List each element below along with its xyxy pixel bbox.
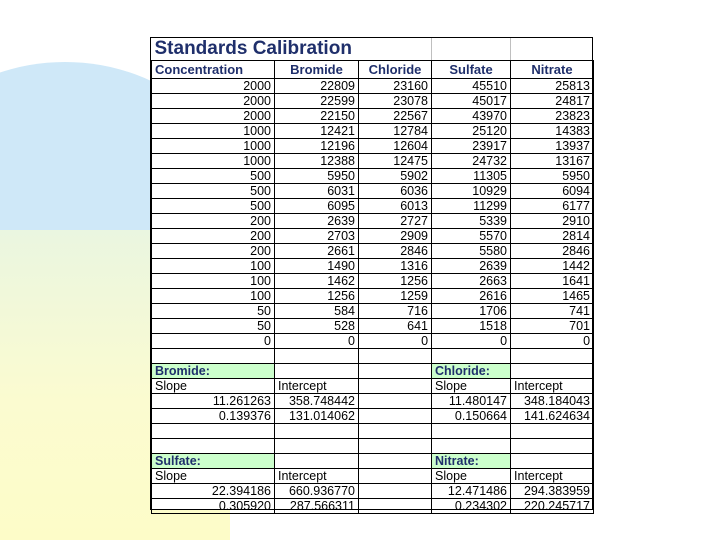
chloride-cell: 716	[359, 304, 432, 319]
concentration-cell: 1000	[152, 139, 275, 154]
chloride-cell: 641	[359, 319, 432, 334]
nitrate-cell: 2846	[511, 244, 594, 259]
bromide-slope-label: Slope	[152, 379, 275, 394]
table-row	[152, 289, 594, 304]
sulfate-cell: 23917	[432, 139, 511, 154]
regression-label-row	[152, 454, 594, 469]
chloride-cell: 6013	[359, 199, 432, 214]
bromide-cell: 1256	[275, 289, 359, 304]
regression-header-row	[152, 379, 594, 394]
concentration-cell: 1000	[152, 154, 275, 169]
chloride-cell: 1259	[359, 289, 432, 304]
chloride-intercept-label: Intercept	[511, 379, 594, 394]
nitrate-cell: 6094	[511, 184, 594, 199]
table-row	[152, 229, 594, 244]
table-row	[152, 259, 594, 274]
header-row	[152, 61, 594, 79]
chloride-intercept: 348.184043	[511, 394, 594, 409]
concentration-cell: 100	[152, 289, 275, 304]
bromide-cell: 1462	[275, 274, 359, 289]
sulfate-slope: 22.394186	[152, 484, 275, 499]
chloride-intercept-error: 141.624634	[511, 409, 594, 424]
nitrate-cell: 6177	[511, 199, 594, 214]
concentration-cell: 100	[152, 259, 275, 274]
chloride-cell: 0	[359, 334, 432, 349]
bromide-slope-error: 0.139376	[152, 409, 275, 424]
sulfate-cell: 45017	[432, 94, 511, 109]
regression-header-row	[152, 469, 594, 484]
sulfate-cell: 5580	[432, 244, 511, 259]
concentration-cell: 50	[152, 304, 275, 319]
chloride-section-label: Chloride:	[432, 364, 511, 379]
nitrate-cell: 23823	[511, 109, 594, 124]
bromide-cell: 1490	[275, 259, 359, 274]
bromide-slope: 11.261263	[152, 394, 275, 409]
table-row	[152, 244, 594, 259]
concentration-cell: 2000	[152, 109, 275, 124]
sulfate-slope-error: 0.305920	[152, 499, 275, 514]
header-chloride: Chloride	[359, 61, 432, 79]
title-row	[152, 38, 594, 61]
nitrate-cell: 5950	[511, 169, 594, 184]
nitrate-intercept: 294.383959	[511, 484, 594, 499]
sulfate-cell: 2639	[432, 259, 511, 274]
bromide-cell: 5950	[275, 169, 359, 184]
bromide-intercept-label: Intercept	[275, 379, 359, 394]
bromide-intercept: 358.748442	[275, 394, 359, 409]
sulfate-cell: 1706	[432, 304, 511, 319]
bromide-cell: 22599	[275, 94, 359, 109]
sheet-title-cell	[152, 38, 432, 61]
header-nitrate: Nitrate	[511, 61, 594, 79]
bromide-cell: 12421	[275, 124, 359, 139]
table-row	[152, 109, 594, 124]
sulfate-cell: 1518	[432, 319, 511, 334]
header-bromide: Bromide	[275, 61, 359, 79]
sulfate-cell: 5339	[432, 214, 511, 229]
sulfate-intercept: 660.936770	[275, 484, 359, 499]
nitrate-cell: 2910	[511, 214, 594, 229]
sulfate-section-label: Sulfate:	[152, 454, 275, 469]
chloride-slope-label: Slope	[432, 379, 511, 394]
sulfate-cell: 11299	[432, 199, 511, 214]
calibration-table	[151, 38, 594, 514]
bromide-cell: 12388	[275, 154, 359, 169]
table-row	[152, 79, 594, 94]
chloride-cell: 1256	[359, 274, 432, 289]
concentration-cell: 2000	[152, 94, 275, 109]
concentration-cell: 0	[152, 334, 275, 349]
empty-cell	[511, 38, 594, 61]
bromide-cell: 22150	[275, 109, 359, 124]
chloride-cell: 2846	[359, 244, 432, 259]
table-row	[152, 184, 594, 199]
nitrate-slope-label: Slope	[432, 469, 511, 484]
table-row	[152, 274, 594, 289]
concentration-cell: 500	[152, 184, 275, 199]
sulfate-cell: 2663	[432, 274, 511, 289]
chloride-slope-error: 0.150664	[432, 409, 511, 424]
nitrate-slope: 12.471486	[432, 484, 511, 499]
concentration-cell: 500	[152, 169, 275, 184]
sulfate-cell: 0	[432, 334, 511, 349]
nitrate-cell: 13937	[511, 139, 594, 154]
bromide-cell: 6095	[275, 199, 359, 214]
bromide-cell: 584	[275, 304, 359, 319]
chloride-cell: 23078	[359, 94, 432, 109]
chloride-cell: 2727	[359, 214, 432, 229]
concentration-cell: 200	[152, 244, 275, 259]
table-row	[152, 94, 594, 109]
table-row	[152, 169, 594, 184]
table-row	[152, 124, 594, 139]
sulfate-cell: 45510	[432, 79, 511, 94]
regression-error-row	[152, 499, 594, 514]
bromide-cell: 528	[275, 319, 359, 334]
sulfate-slope-label: Slope	[152, 469, 275, 484]
table-row	[152, 214, 594, 229]
regression-value-row	[152, 484, 594, 499]
concentration-cell: 200	[152, 214, 275, 229]
empty-cell	[432, 38, 511, 61]
chloride-cell: 12784	[359, 124, 432, 139]
nitrate-cell: 14383	[511, 124, 594, 139]
blank-row	[152, 439, 594, 454]
table-row	[152, 304, 594, 319]
spreadsheet	[150, 37, 593, 513]
table-row	[152, 199, 594, 214]
sulfate-cell: 2616	[432, 289, 511, 304]
table-row	[152, 319, 594, 334]
concentration-cell: 1000	[152, 124, 275, 139]
chloride-cell: 6036	[359, 184, 432, 199]
bromide-cell: 12196	[275, 139, 359, 154]
table-row	[152, 154, 594, 169]
bromide-cell: 2661	[275, 244, 359, 259]
bromide-cell: 0	[275, 334, 359, 349]
bromide-cell: 2639	[275, 214, 359, 229]
chloride-cell: 22567	[359, 109, 432, 124]
table-row	[152, 139, 594, 154]
blank-row	[152, 424, 594, 439]
regression-error-row	[152, 409, 594, 424]
sulfate-cell: 11305	[432, 169, 511, 184]
concentration-cell: 500	[152, 199, 275, 214]
table-row	[152, 334, 594, 349]
nitrate-cell: 24817	[511, 94, 594, 109]
nitrate-intercept-label: Intercept	[511, 469, 594, 484]
sulfate-cell: 24732	[432, 154, 511, 169]
sulfate-cell: 5570	[432, 229, 511, 244]
regression-value-row	[152, 394, 594, 409]
chloride-cell: 23160	[359, 79, 432, 94]
concentration-cell: 100	[152, 274, 275, 289]
header-concentration: Concentration	[152, 61, 275, 79]
sulfate-intercept-error: 287.566311	[275, 499, 359, 514]
regression-label-row	[152, 364, 594, 379]
bromide-cell: 2703	[275, 229, 359, 244]
concentration-cell: 50	[152, 319, 275, 334]
chloride-cell: 5902	[359, 169, 432, 184]
nitrate-cell: 25813	[511, 79, 594, 94]
nitrate-intercept-error: 220.245717	[511, 499, 594, 514]
chloride-cell: 1316	[359, 259, 432, 274]
chloride-cell: 12604	[359, 139, 432, 154]
chloride-cell: 2909	[359, 229, 432, 244]
concentration-cell: 200	[152, 229, 275, 244]
bromide-cell: 6031	[275, 184, 359, 199]
sulfate-intercept-label: Intercept	[275, 469, 359, 484]
bromide-intercept-error: 131.014062	[275, 409, 359, 424]
nitrate-cell: 2814	[511, 229, 594, 244]
bromide-section-label: Bromide:	[152, 364, 275, 379]
nitrate-cell: 701	[511, 319, 594, 334]
nitrate-cell: 0	[511, 334, 594, 349]
concentration-cell: 2000	[152, 79, 275, 94]
nitrate-cell: 13167	[511, 154, 594, 169]
sulfate-cell: 43970	[432, 109, 511, 124]
nitrate-cell: 741	[511, 304, 594, 319]
nitrate-cell: 1465	[511, 289, 594, 304]
bromide-cell: 22809	[275, 79, 359, 94]
sulfate-cell: 25120	[432, 124, 511, 139]
nitrate-cell: 1442	[511, 259, 594, 274]
nitrate-section-label: Nitrate:	[432, 454, 511, 469]
nitrate-slope-error: 0.234302	[432, 499, 511, 514]
blank-row	[152, 349, 594, 364]
header-sulfate: Sulfate	[432, 61, 511, 79]
chloride-cell: 12475	[359, 154, 432, 169]
sulfate-cell: 10929	[432, 184, 511, 199]
nitrate-cell: 1641	[511, 274, 594, 289]
sheet-title: Standards Calibration	[154, 38, 352, 59]
chloride-slope: 11.480147	[432, 394, 511, 409]
